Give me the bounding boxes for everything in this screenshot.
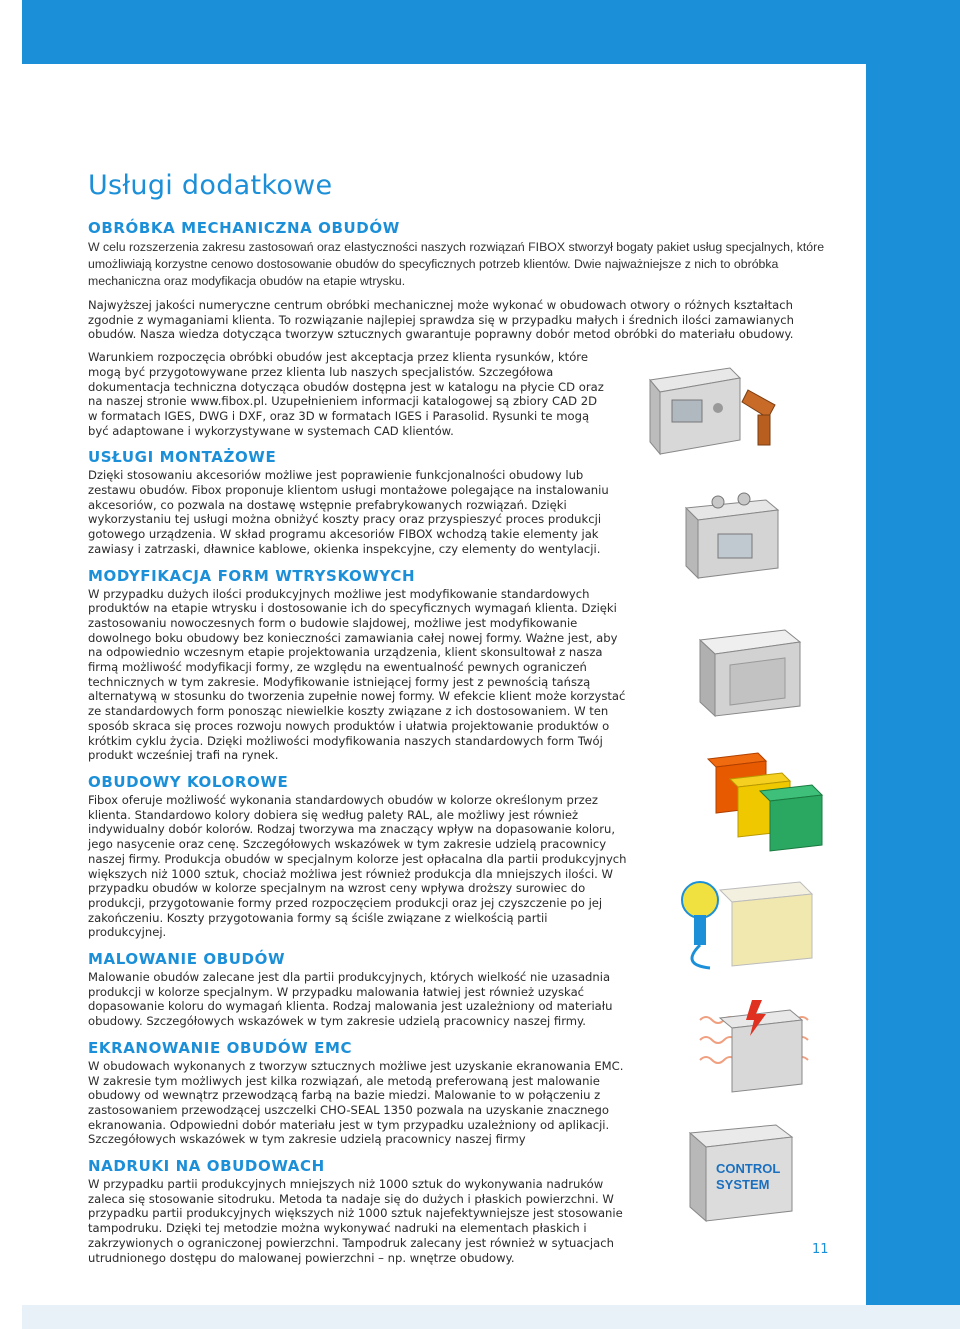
right-blue-band: [866, 0, 960, 1305]
section-heading-mold-modification: MODYFIKACJA FORM WTRYSKOWYCH: [88, 566, 416, 585]
section-text-colored-enclosures: Fibox oferuje możliwość wykonania standardowych obudów w kolorze określonym przez klienta. Standardowo kolory dobiera się według palety RAL, ale możliwy jest również indywidualny dobór kolorów. Rodzaj tworzywa ma znaczący wpływ na dopasowanie koloru, jego nasycenie oraz cenę. Szczegółowych wskazówek w tym zakresie udzielą pracownicy naszej firmy. Produkcja obudów w specjalnym kolorze jest opłacalna dla partii produkcyjnych większych niż 1000 sztuk, chociaż możliwa jest również produkcja dla mniejszych ilości. W przypadku obudów w kolorze specjalnym na wzrost ceny wpływa droższy surowiec do produkcji, przygotowanie formy przed rozpoczęciem produkcji oraz jej czyszczenie po jej zakończeniu. Koszty przygotowania formy są ściśle związane z wielkością partii produkcyjnej.: [88, 792, 627, 940]
emc-shielded-enclosure-illustration: [690, 990, 830, 1100]
top-blue-band: [22, 0, 960, 64]
printed-label-line1: CONTROL: [716, 1161, 781, 1176]
section-text-emc: W obudowach wykonanych z tworzyw sztucznych możliwe jest uzyskanie ekranowania EMC. W zakresie tym możliwych jest kilka rozwiązań, ale metodą preferowaną jest malowanie obudowy od wewnątrz przewodzącą farbą na bazie miedzi. Malowanie to w połączeniu z zastosowaniem przewodzącej uszczelki CHO-SEAL 1350 pozwala na uzyskanie znacznego ekranowania. Odpowiedni dobór materiału jest w tym przypadku uzależniony od aplikacji. Szczegółowych wskazówek w tym zakresie udzielą pracownicy naszej firmy: [88, 1058, 624, 1147]
section-heading-painting: MALOWANIE OBUDÓW: [88, 950, 286, 969]
section-heading-emc: EKRANOWANIE OBUDÓW EMC: [88, 1038, 353, 1057]
printed-enclosure-illustration: [680, 1115, 810, 1225]
accessories-enclosure-illustration: [678, 490, 788, 580]
section-text-machining-center: Najwyższej jakości numeryczne centrum obróbki mechanicznej może wykonać w obudowach otwory o różnych kształtach zgodnie z wymaganiami klienta. To rozwiązanie najlepiej sprawdza się w przypadku małych i średnich ilości zamawianych obudów. Nasza wiedza dotycząca tworzyw sztucznych gwarantuje poprawny dobór metod obróbki do materiału obudowy.: [88, 298, 795, 342]
section-text-machining-drawings: Warunkiem rozpoczęcia obróbki obudów jest akceptacja przez klienta rysunków, które mogą być przygotowywane przez klienta lub naszych specjalistów. Szczegółowa dokumentacja techniczna dotycząca obudów dostępna jest w katalogu na płycie CD oraz na naszej stronie www.fibox.pl. Uzupełnieniem informacji katalogowej są zbiory CAD 2D w formatach IGES, DWG i DXF, oraz 3D w formatach IGES i Parasolid. Rysunki te mogą być adaptowane i wykorzystywane w systemach CAD klientów.: [88, 350, 604, 438]
section-heading-assembly: USŁUGI MONTAŻOWE: [88, 448, 277, 467]
printed-label-line2: SYSTEM: [716, 1177, 770, 1192]
section-text-assembly: Dzięki stosowaniu akcesoriów możliwe jest poprawienie funkcjonalności obudowy lub zestawu obudów. Fibox proponuje klientom usługi montażowe polegające na instalowaniu akcesoriów, co pozwala na dostawę wstępnie prefabrykowanych rozwiązań. Dzięki wykorzystaniu tej usługi można obniżyć koszty pracy oraz przyspieszyć proces produkcji gotowego urządzenia. W skład programu akcesoriów FIBOX wchodzą takie elementy jak zawiasy i zatrzaski, dławnice kablowe, okienka inspekcyjne, czy elementy do wentylacji.: [88, 468, 609, 556]
modified-mold-enclosure-illustration: [690, 620, 820, 720]
section-heading-printing: NADRUKI NA OBUDOWACH: [88, 1157, 325, 1176]
bottom-band: [22, 1305, 960, 1329]
colored-enclosures-illustration: [700, 745, 830, 855]
section-text-printing: W przypadku partii produkcyjnych mniejszych niż 1000 sztuk do wykonywania nadruków zaleca się stosowanie sitodruku. Metoda ta nadaje się do dużych i płaskich powierzchni. W przypadku partii produkcyjnych większych niż 1000 sztuk najefektywniejsze jest stosowanie tampodruku. Dzięki tej metodzie można wykonywać nadruki na elementach płaskich i zakrzywionych o ograniczonej powierzchni. Tampodruk zalecany jest również w sytuacjach utrudnionego dostępu do malowanej powierzchni – np. wnętrze obudowy.: [88, 1177, 623, 1265]
drilled-enclosure-illustration: [640, 360, 790, 460]
section-heading-machining: OBRÓBKA MECHANICZNA OBUDÓW: [88, 219, 400, 237]
page-title: Usługi dodatkowe: [88, 170, 333, 201]
section-text-mold-modification: W przypadku dużych ilości produkcyjnych możliwe jest modyfikowanie standardowych produktów na etapie wtrysku i dostosowanie ich do specyficznych wymagań klienta. Dzięki zastosowaniu nowoczesnych form o budowie slajdowej, możliwe jest modyfikowanie dowolnego boku obudowy bez konieczności zamawiania całej nowej formy. Ważne jest, aby na odpowiednio wczesnym etapie projektowania urządzenia, klient skonsultował z nasza firmą możliwość modyfikacji formy, ze względu na ewentualność pewnych ograniczeń technicznych w tym zakresie. Modyfikowanie istniejącej formy jest z pewnością tańszą alternatywą w stosunku do tworzenia zupełnie nowej formy. W efekcie klient może korzystać ze standardowych form ponosząc niewielkie koszty związane z ich dostosowaniem. W ten sposób skraca się proces rozwoju nowych produktów i ułatwia projektowanie produktów o krótkim cyklu życia. Dzięki możliwości modyfikowania naszych standardowych form Twój produkt wcześniej trafi na rynek.: [88, 586, 626, 763]
page-number: 11: [812, 1242, 829, 1257]
section-heading-colored-enclosures: OBUDOWY KOLOROWE: [88, 772, 289, 791]
section-text-painting: Malowanie obudów zalecane jest dla partii produkcyjnych, których wielkość nie uzasadnia produkcji w kolorze specjalnym. W przypadku malowania łatwiej jest również uzyskać dopasowanie koloru do wymagań klienta. Rodzaj malowania jest uzależniony od materiału obudowy. Szczegółowych wskazówek w tym zakresie udzielą pracownicy naszej firmy.: [88, 970, 613, 1029]
painting-gun-enclosure-illustration: [670, 870, 820, 970]
section-text-machining-intro: W celu rozszerzenia zakresu zastosowań oraz elastyczności naszych rozwiązań FIBOX stworzył bogaty pakiet usług specjalnych, które umożliwiają korzystne cenowo dostosowanie obudów do specyficznych potrzeb klientów. Dwie najważniejsze z nich to obróbka mechaniczna oraz modyfikacja obudów na etapie wtrysku.: [88, 240, 825, 288]
